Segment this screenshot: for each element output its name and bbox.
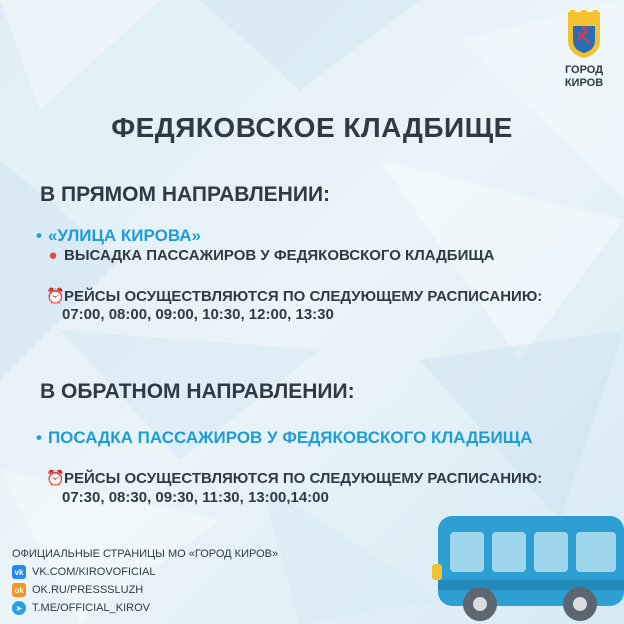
footer-heading: ОФИЦИАЛЬНЫЕ СТРАНИЦЫ МО «ГОРОД КИРОВ» [12,548,279,560]
forward-dropoff-label: ВЫСАДКА ПАССАЖИРОВ У ФЕДЯКОВСКОГО КЛАДБИЩА [64,247,495,264]
ok-icon: ok [12,583,26,597]
alarm-clock-icon: ⏰ [46,288,65,305]
social-link-ok[interactable] [12,583,143,597]
forward-stop-label: «УЛИЦА КИРОВА» [47,226,201,245]
forward-dropoff [46,247,494,264]
social-link-telegram[interactable] [12,601,150,615]
forward-times: 07:00, 08:00, 09:00, 10:30, 12:00, 13:30 [62,306,334,323]
backward-schedule-label: РЕЙСЫ ОСУЩЕСТВЛЯЮТСЯ ПО СЛЕДУЮЩЕМУ РАСПИСАНИЮ: [64,470,543,487]
bullet-dot: • [36,226,42,245]
location-pin-icon: ● [48,247,58,264]
forward-schedule [46,287,542,305]
backward-times: 07:30, 08:30, 09:30, 11:30, 13:00,14:00 [62,489,329,506]
logo-text-line2: КИРОВ [564,77,604,89]
backward-heading: В ОБРАТНОМ НАПРАВЛЕНИИ: [40,380,355,403]
backward-schedule [46,469,542,487]
alarm-clock-icon: ⏰ [46,470,65,487]
city-logo [558,10,610,89]
telegram-icon: ➤ [12,601,26,615]
social-link-vk[interactable] [12,565,155,579]
forward-schedule-label: РЕЙСЫ ОСУЩЕСТВЛЯЮТСЯ ПО СЛЕДУЮЩЕМУ РАСПИСАНИЮ: [64,288,543,305]
forward-stop [36,226,201,246]
bullet-dot: • [36,428,42,447]
social-link-text: VK.COM/KIROVOFICIAL [32,566,156,578]
logo-text-line1: ГОРОД [564,64,604,76]
backward-stop [36,428,532,448]
social-link-text: OK.RU/PRESSSLUZH [32,584,144,596]
social-link-text: T.ME/OFFICIAL_KIROV [32,602,150,614]
bus-icon [430,512,624,624]
page-title: ФЕДЯКОВСКОЕ КЛАДБИЩЕ [111,112,513,143]
backward-stop-label: ПОСАДКА ПАССАЖИРОВ У ФЕДЯКОВСКОГО КЛАДБИЩА [47,428,533,447]
forward-heading: В ПРЯМОМ НАПРАВЛЕНИИ: [40,183,331,206]
vk-icon: vk [12,565,26,579]
coat-of-arms-icon [564,10,604,58]
